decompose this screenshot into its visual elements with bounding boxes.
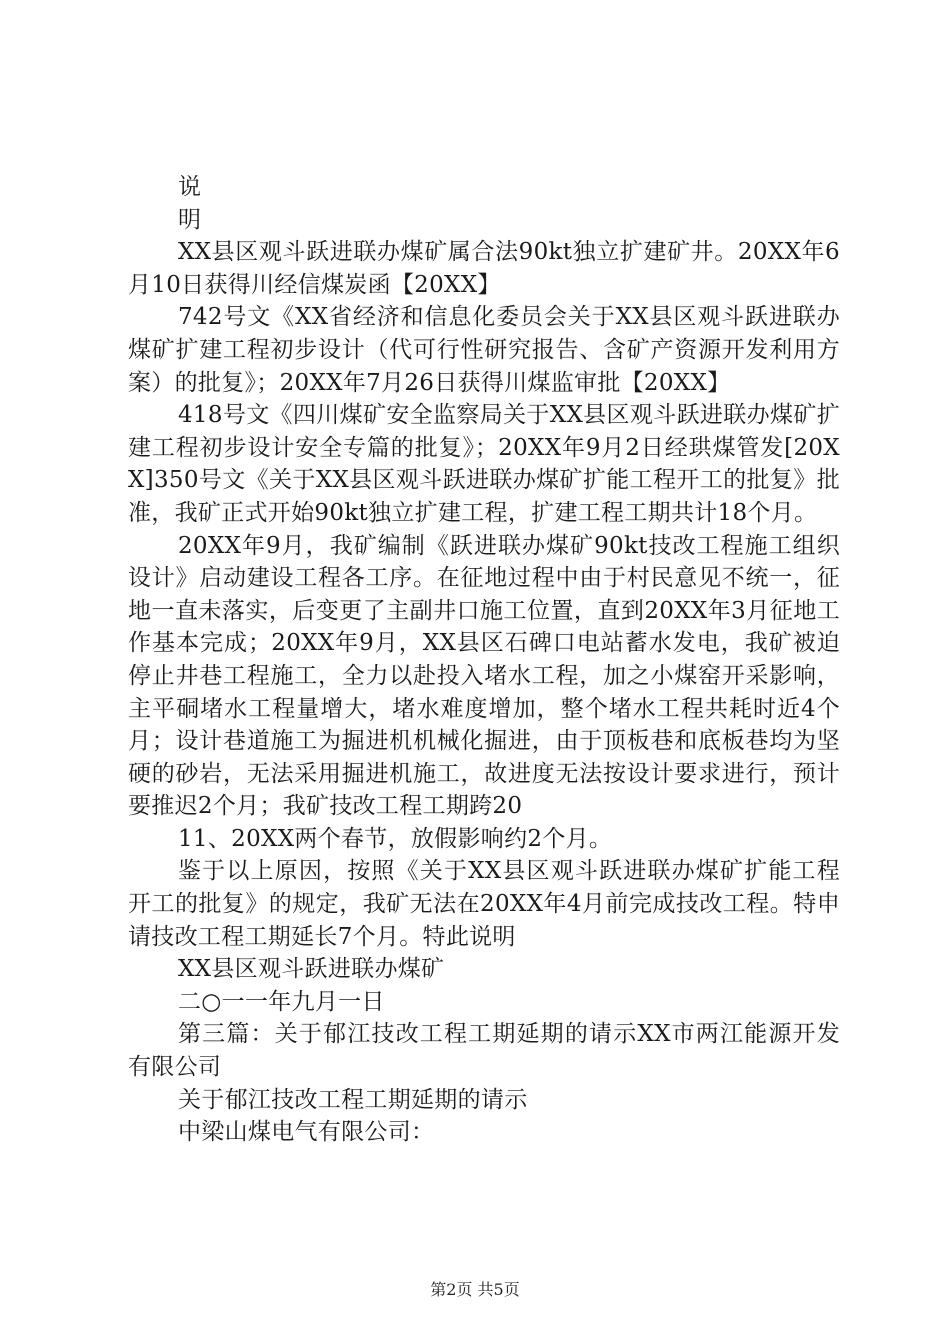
signature-date: 二○一一年九月一日: [178, 988, 385, 1015]
paragraph-extension-request: 鉴于以上原因，按照《关于XX县区观斗跃进联办煤矿扩能工程开工的批复》的规定，我矿无法在20XX年4月前完成技改工程。特申请技改工程工期延长7个月。特此说明: [128, 858, 840, 950]
paragraph-delay-reasons: 20XX年9月，我矿编制《跃进联办煤矿90kt技改工程施工组织设计》启动建设工程各工序。在征地过程中由于村民意见不统一，征地一直未落实，后变更了主副井口施工位置，直到20XX年3月征地工作基本完成；20XX年9月，XX县区石碑口电站蓄水发电，我矿被迫停止井巷工程施工，全力以赴投入堵水工程，加之小煤窑开采影响，主平硐堵水工程量增大，堵水难度增加，整个堵水工程共耗时近4个月；设计巷道施工为掘进机机械化掘进，由于顶板巷和底板巷均为坚硬的砂岩，无法采用掘进机施工，故进度无法按设计要求进行，预计要推迟2个月；我矿技改工程工期跨20: [128, 532, 840, 820]
page-footer: [0, 1277, 950, 1300]
paragraph-intro: XX县区观斗跃进联办煤矿属合法90kt独立扩建矿井。20XX年6月10日获得川经信煤炭函【20XX】: [128, 239, 840, 298]
signature-organization: XX县区观斗跃进联办煤矿: [178, 956, 445, 983]
request-title: 关于郁江技改工程工期延期的请示: [178, 1086, 528, 1113]
heading-char-2: 明: [178, 206, 202, 233]
paragraph-spring-festival: 11、20XX两个春节，放假影响约2个月。: [178, 825, 613, 852]
section-title-part-three: 第三篇：关于郁江技改工程工期延期的请示XX市两江能源开发有限公司: [128, 1021, 840, 1081]
addressee: 中梁山煤电气有限公司：: [178, 1119, 435, 1146]
paragraph-approval-742: 742号文《XX省经济和信息化委员会关于XX县区观斗跃进联办煤矿扩建工程初步设计（代可行性研究报告、含矿产资源开发利用方案）的批复》；20XX年7月26日获得川煤监审批【20XX】: [128, 304, 840, 396]
heading-char-1: 说: [178, 174, 202, 200]
paragraph-approval-418: 418号文《四川煤矿安全监察局关于XX县区观斗跃进联办煤矿扩建工程初步设计安全专篇的批复》；20XX年9月2日经珙煤管发[20XX]350号文《关于XX县区观斗跃进联办煤矿扩能工程开工的批复》批准，我矿正式开始90kt独立扩建工程，扩建工程工期共计18个月。: [128, 402, 840, 526]
document-body: [128, 171, 840, 1149]
page-indicator: 第2页 共5页: [430, 1280, 520, 1299]
